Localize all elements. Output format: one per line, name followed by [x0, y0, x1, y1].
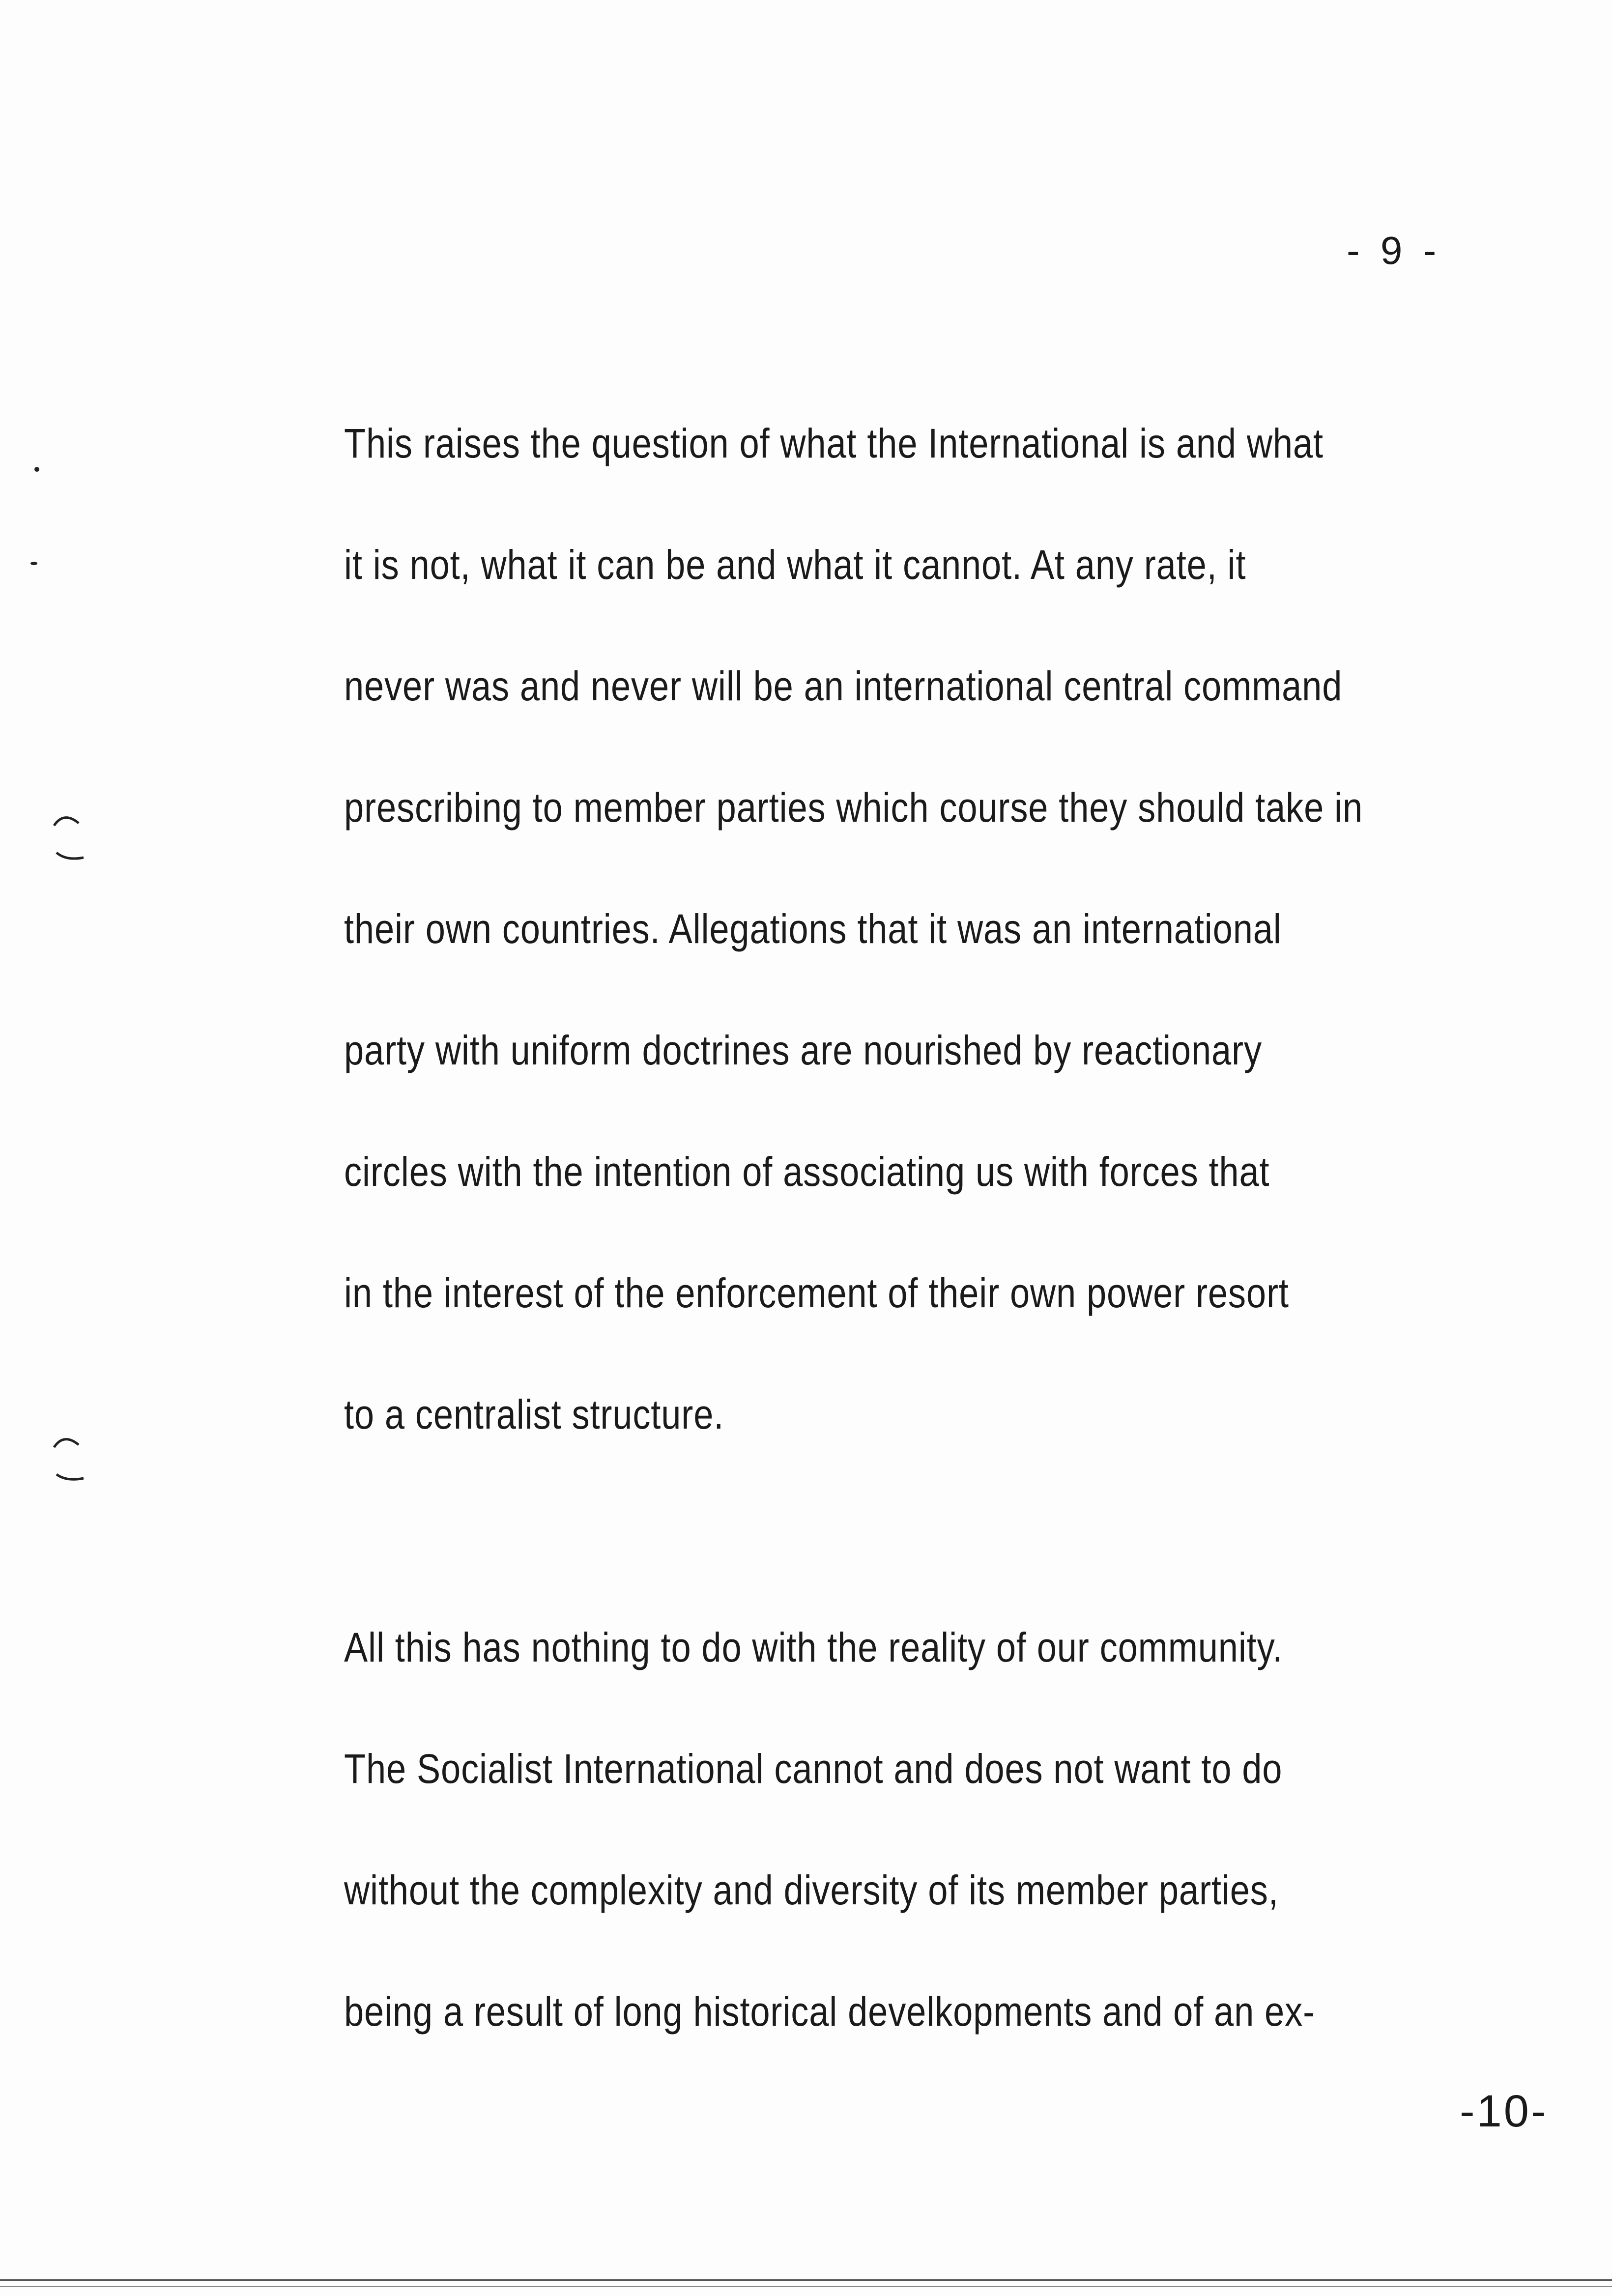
page-bottom-edge: [0, 2279, 1612, 2281]
text-line: to a centralist structure.: [344, 1391, 724, 1437]
text-line: without the complexity and diversity of its member parties,: [344, 1867, 1279, 1913]
punch-hole-mark: [49, 1425, 88, 1484]
text-line: All this has nothing to do with the reality of our community.: [344, 1624, 1283, 1670]
text-line: This raises the question of what the International is and what: [344, 420, 1324, 466]
scan-speck: [34, 467, 39, 472]
text-line: party with uniform doctrines are nourished by reactionary: [344, 1027, 1262, 1073]
text-line: being a result of long historical develkopments and of an ex-: [344, 1988, 1315, 2035]
text-line: it is not, what it can be and what it cannot. At any rate, it: [344, 542, 1246, 588]
text-line: circles with the intention of associating us with forces that: [344, 1148, 1270, 1195]
scan-speck: [30, 562, 37, 565]
next-page-marker: -10-: [1460, 2086, 1548, 2136]
text-line: never was and never will be an international central command: [344, 663, 1343, 709]
page-number: - 9 -: [1347, 229, 1441, 272]
page-bottom-edge: [0, 2286, 1612, 2287]
text-line: in the interest of the enforcement of their own power resort: [344, 1270, 1289, 1316]
text-line: The Socialist International cannot and does not want to do: [344, 1746, 1283, 1792]
text-line: their own countries. Allegations that it was an international: [344, 906, 1282, 952]
punch-hole-mark: [49, 806, 88, 865]
text-line: prescribing to member parties which course they should take in: [344, 784, 1363, 831]
